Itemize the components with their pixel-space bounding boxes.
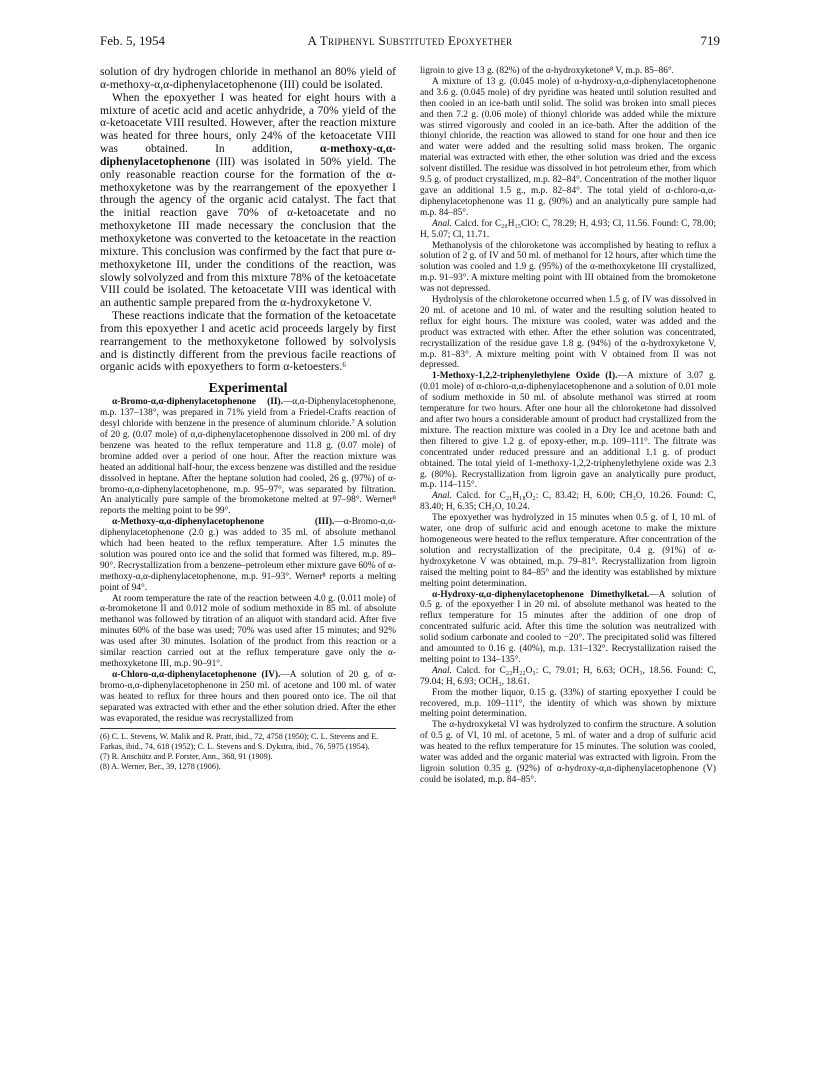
analysis-epoxyether: Anal. Calcd. for C₂₁H₁₈O₂: C, 83.42; H, 6.00; CH₃O, 10.26. Found: C, 83.40; H, 6.35; CH₃O, 10.24.: [420, 491, 716, 513]
procedure-bromoketone: α-Bromo-α,α-diphenylacetophenone (II).—α,α-Diphenylacetophenone, m.p. 137–138°, was prepared in 71% yield from a Friedel-Crafts reaction of desyl chloride with benzene in the presence of aluminum chloride.⁷ A solution of 20 g. (0.07 mole) of α,α-diphenylacetophenone dissolved in 200 ml. of dry benzene was heated to the reflux temperature and 11.8 g. (0.07 mole) of bromine added over a period of one hour. After the reaction mixture was heated an additional half-hour, the excess benzene was distilled and the residue dissolved in heptane. After the heptane solution had cooled, 26 g. (97%) of α-bromo-α,α-diphenylacetophenone, m.p. 95–97°, was separated by filtration. An analytically pure sample of the bromoketone melted at 97–98°. Werner⁸ reports the melting point to be 99°.: [100, 397, 396, 517]
paragraph-conclusion: These reactions indicate that the formation of the ketoacetate from this epoxyether I and acetic acid proceeds largely by first rearrangement to the methoxyketone followed by solvolysis and is distinctly different from the previous facile reactions of organic acids with epoxyethers to form α-ketoesters.⁶: [100, 310, 396, 374]
analysis-dimethylketal: Anal. Calcd. for C₂₂H₂₂O₃: C, 79.01; H, 6.63; OCH₃, 18.56. Found: C, 79.04; H, 6.93; OCH₃, 18.61.: [420, 665, 716, 687]
footnote-8: (8) A. Werner, Ber., 39, 1278 (1906).: [100, 762, 221, 772]
procedure-continued: ligroin to give 13 g. (82%) of the α-hydroxyketone⁸ V, m.p. 85–86°.: [420, 66, 674, 76]
page-number: 719: [700, 33, 720, 48]
procedure-epoxyether-hydrolysis: The epoxyether was hydrolyzed in 15 minutes when 0.5 g. of I, 10 ml. of water, one drop of sulfuric acid and enough acetone to make the mixture homogeneous were heated to the reflux temperature. After concentration of the solution and recrystallization of the precipitate, 0.4 g. (91%) of α-hydroxyketone V was obtained, m.p. 79–81°. Recrystallization from ligroin raised the melting point to 84–85° and the identity was established by mixture melting point determination.: [420, 513, 716, 589]
paragraph-acetic-acid: When the epoxyether I was heated for eight hours with a mixture of acetic acid and acetic anhydride, a 70% yield of the α-ketoacetate VIII resulted. However, after the reaction mixture was heated for three hours, only 24% of the ketoacetate VIII was obtained. In addition, α-methoxy-α,α-diphenylacetophenone (III) was isolated in 50% yield. The only reasonable reaction course for the formation of the α-methoxyketone was by the rearrangement of the epoxyether I through the agency of the organic acid catalyst. The fact that the initial reaction gave 70% of α-ketoacetate and no methoxyketone III made necessary the conclusion that the methoxyketone was converted to the ketoacetate in the reaction mixture. This conclusion was confirmed by the fact that pure α-methoxyketone III, under the conditions of the reaction, was slowly solvolyzed and from this mixture 78% of the ketoacetate VIII could be isolated. The ketoacetate VIII was identical with an authentic sample prepared from the α-hydroxyketone V.: [100, 91, 396, 310]
procedure-methanolysis: Methanolysis of the chloroketone was accomplished by heating to reflux a solution of 2 g. of IV and 50 ml. of methanol for 12 hours, after which time the solution was cooled and 1.9 g. (95%) of the α-methoxyketone III crystallized, m.p. 91–93°. A mixture melting point with III obtained from the bromoketone was not depressed.: [420, 240, 716, 295]
footnote-divider: [100, 728, 396, 729]
procedure-ketal-hydrolysis: The α-hydroxyketal VI was hydrolyzed to confirm the structure. A solution of 0.5 g. of VI, 10 ml. of acetone, 5 ml. of water and a drop of sulfuric acid was heated to the reflux temperature for 15 minutes. The solution was cooled, water was added and the organic material was extracted with ligroin. From the ligroin solution 0.35 g. (92%) of α-hydroxy-α,α-diphenylacetophenone (V) could be isolated, m.p. 84–85°.: [420, 720, 716, 785]
left-column: [100, 66, 396, 772]
procedure-epoxyether: 1-Methoxy-1,2,2-triphenylethylene Oxide (I).—A mixture of 3.07 g. (0.01 mole) of α-chloro-α,α-diphenylacetophenone and a solution of 0.01 mole of sodium methoxide in 50 ml. of absolute methanol was stirred at room temperature for two hours. After one hour all the chloroketone had dissolved and after two hours a considerable amount of product had crystallized from the mixture. The reaction mixture was cooled in a Dry Ice and acetone bath and then filtered to give 1.2 g. of epoxy-ether, m.p. 109–111°. The filtrate was concentrated under reduced pressure and an additional 1.1 g. of product obtained. The total yield of 1-methoxy-1,2,2-triphenylethylene oxide was 2.3 g. (80%). Recrystallization from ligroin gave an analytically pure product, m.p. 114–115°.: [420, 371, 716, 491]
compound-name: α-methoxy-α,α-diphenylacetophenone: [100, 143, 396, 168]
footnote-7: (7) R. Anschütz and P. Forster, Ann., 368, 91 (1909).: [100, 752, 273, 762]
paragraph-continued: solution of dry hydrogen chloride in methanol an 80% yield of α-methoxy-α,α-diphenylacetophenone (III) could be isolated.: [100, 66, 396, 91]
procedure-thionyl-chloride: A mixture of 13 g. (0.045 mole) of α-hydroxy-α,α-diphenylacetophenone and 3.6 g. (0.045 mole) of dry pyridine was heated until solution resulted and then cooled in an ice-bath until solid. The solid was broken into small pieces and then 7.2 g. (0.06 mole) of thionyl chloride was added while the mixture was stirred vigorously and cooled in an ice-bath. After the addition of the thionyl chloride, the reaction was allowed to stand for one hour and then ice and water were added and the resulting solid mass broken. The organic material was extracted with ether, the ether solution was dried and the excess solvent distilled. The residue was dissolved in hot petroleum ether, from which 9.5 g. of product crystallized, m.p. 82–84°. Concentration of the mother liquor gave an additional 1.5 g., m.p. 82–84°. The total yield of α-chloro-α,α-diphenylacetophenone was 11 g. (90%) and an analytically pure sample had m.p. 84–85°.: [420, 76, 716, 218]
running-header: [100, 32, 720, 50]
procedure-rate-study: At room temperature the rate of the reaction between 4.0 g. (0.011 mole) of α-bromoketone II and 0.012 mole of sodium methoxide in 85 ml. of absolute methanol was followed by titration of an aliquot with standard acid. After five minutes 60% of the base was used; 70% was used after 15 minutes; and 92% was used after 30 minutes. Isolation of the product from this reaction or a similar reaction carried out at the reflux temperature gave only the α-methoxyketone III, m.p. 90–91°.: [100, 593, 396, 669]
header-title: A Triphenyl Substituted Epoxyether: [307, 33, 513, 48]
section-heading-experimental: Experimental: [208, 380, 288, 396]
procedure-mother-liquor: From the mother liquor, 0.15 g. (33%) of starting epoxyether I could be recovered, m.p. 109–111°, the identity of which was shown by mixture melting point determination.: [420, 687, 716, 720]
procedure-methoxyketone: α-Methoxy-α,α-diphenylacetophenone (III).—α-Bromo-α,α-diphenylacetophenone (2.0 g.) was added to 35 ml. of absolute methanol which had been heated to the reflux temperature. After 1.5 minutes the solution was poured onto ice and the solid that formed was filtered, m.p. 89–90°. Recrystallization from a benzene–petroleum ether mixture gave 60% of α-methoxy-α,α-diphenylacetophenone, m.p. 91–93°. Werner⁸ reports a melting point of 94°.: [100, 517, 396, 593]
procedure-dimethylketal: α-Hydroxy-α,α-diphenylacetophenone Dimethylketal.—A solution of 0.5 g. of the epoxyether I in 20 ml. of absolute methanol was heated to the reflux temperature for 15 minutes after the addition of one drop of concentrated sulfuric acid. After this time the solution was neutralized with solid sodium carbonate and cooled to −20°. The precipitated solid was filtered and amounted to 0.16 g. (40%), m.p. 131–132°. Recrystallization raised the melting point to 134–135°.: [420, 589, 716, 665]
procedure-chloroketone: α-Chloro-α,α-diphenylacetophenone (IV).—A solution of 20 g. of α-bromo-α,α-diphenylacetophenone in 250 ml. of acetone and 100 ml. of water was heated to reflux for three hours and then poured onto ice. The oil that separated was extracted with ether and the ether solution dried. After the ether was evaporated, the residue was recrystallized from: [100, 669, 396, 724]
procedure-hydrolysis: Hydrolysis of the chloroketone occurred when 1.5 g. of IV was dissolved in 20 ml. of acetone and 10 ml. of water and the resulting solution heated to reflux for eight hours. The mixture was cooled, water was added and the product was extracted with ether. After the ether solution was concentrated, recrystallization of the residue gave 1.8 g. (94%) of the α-hydroxyketone V, m.p. 81–83°. A mixture melting point with V obtained from II was not depressed.: [420, 295, 716, 371]
analysis-chloroketone: Anal. Calcd. for C₂₀H₁₅ClO: C, 78.29; H, 4.93; Cl, 11.56. Found: C, 78.00; H, 5.07; Cl, 11.71.: [420, 218, 716, 240]
footnote-6: (6) C. L. Stevens, W. Malik and R. Pratt, ibid., 72, 4758 (1950); C. L. Stevens and E. Farkas, ibid., 74, 618 (1952); C. L. Stevens and S. Dykstra, ibid., 76, 5975 (1954).: [100, 732, 379, 752]
header-date: Feb. 5, 1954: [100, 33, 165, 48]
right-column: [420, 66, 716, 786]
